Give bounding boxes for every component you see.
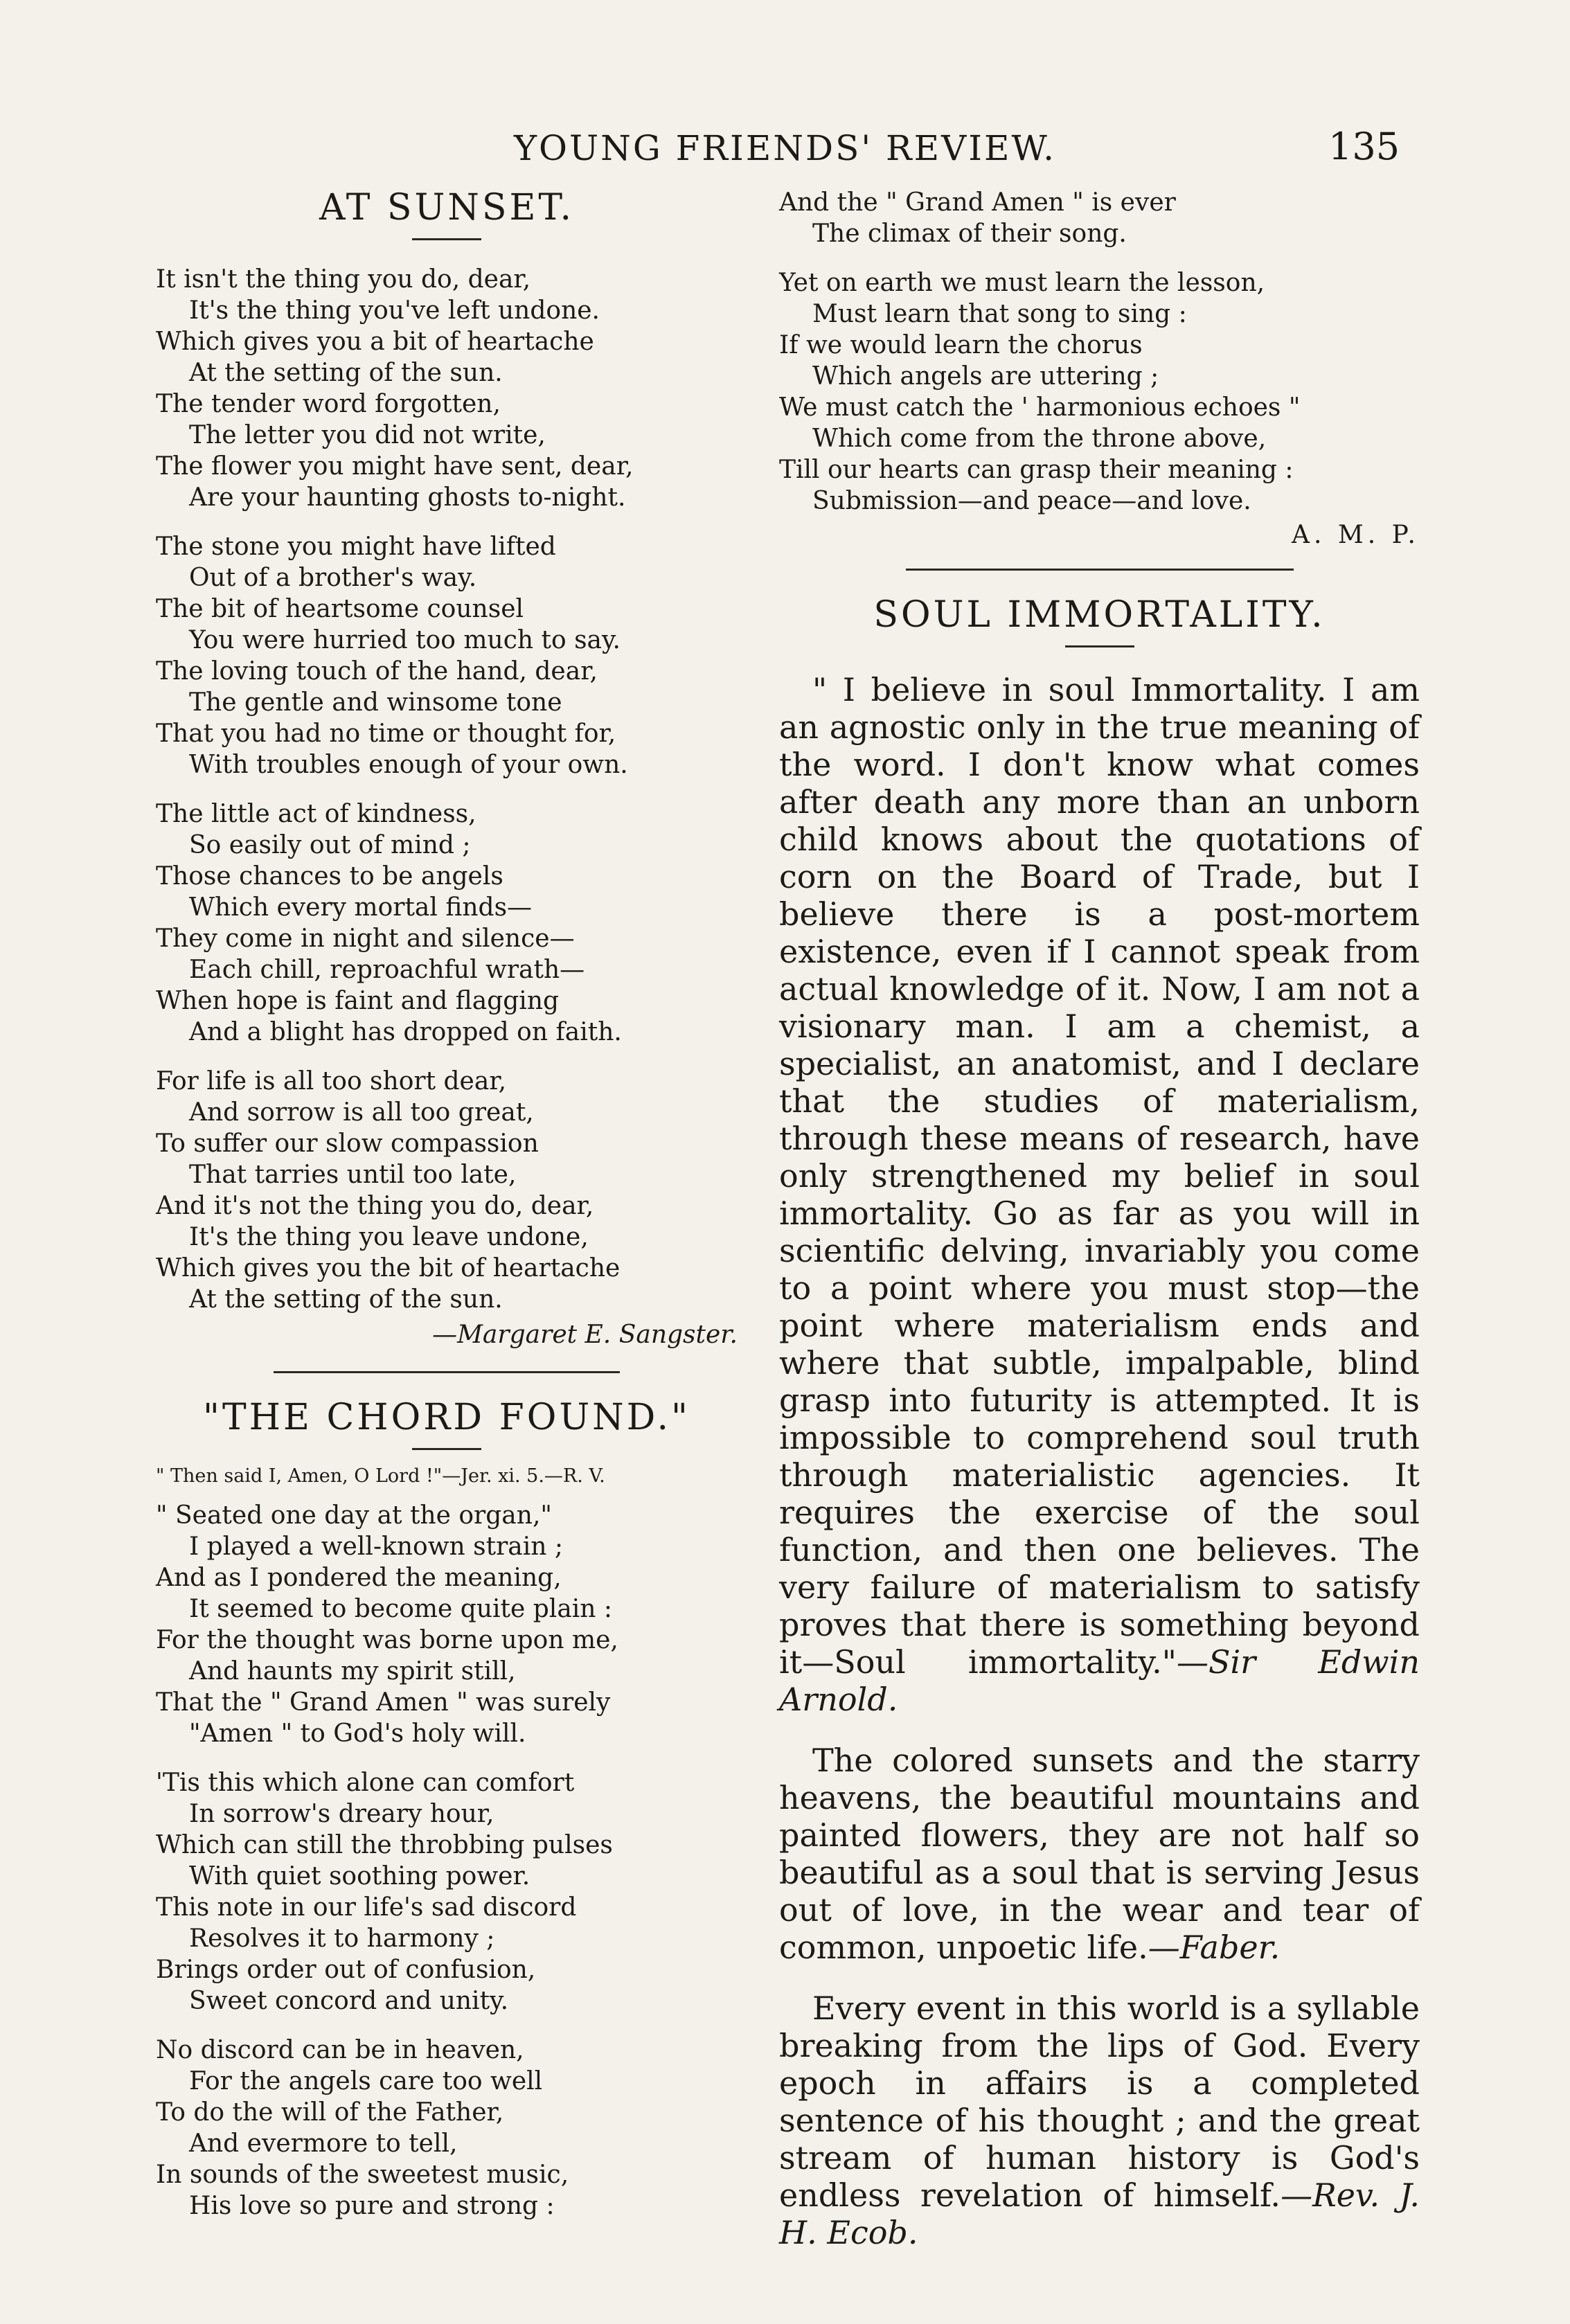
verse-line: Sweet concord and unity.	[189, 1987, 509, 2015]
verse-line: Which gives you a bit of heartache	[156, 328, 594, 356]
verse-line: To suffer our slow compassion	[156, 1129, 539, 1158]
stanza	[156, 264, 738, 513]
verse-line: At the setting of the sun.	[189, 359, 503, 387]
stanza	[156, 2035, 738, 2222]
running-head: YOUNG FRIENDS' REVIEW.	[513, 128, 1057, 168]
poem-title-chord-found: "THE CHORD FOUND."	[203, 1397, 690, 1438]
article-body	[779, 671, 1420, 1718]
verse-line: " Seated one day at the organ,"	[156, 1501, 552, 1530]
verse-line: You were hurried too much to say.	[189, 626, 621, 654]
poem-attribution: —Margaret E. Sangster.	[432, 1321, 738, 1349]
verse-line: In sorrow's dreary hour,	[189, 1800, 494, 1828]
verse-line: No discord can be in heaven,	[156, 2036, 524, 2064]
verse-line: Which come from the throne above,	[812, 424, 1267, 453]
stanza	[156, 1767, 738, 2017]
verse-line: Till our hearts can grasp their meaning :	[779, 456, 1294, 484]
verse-line: I played a well-known strain ;	[189, 1532, 564, 1561]
verse-line: In sounds of the sweetest music,	[156, 2161, 569, 2189]
verse-line: Resolves it to harmony ;	[189, 1924, 495, 1953]
right-column	[779, 187, 1420, 2275]
stanza	[779, 187, 1420, 249]
verse-line: And haunts my spirit still,	[189, 1657, 516, 1686]
verse-line: For the angels care too well	[189, 2067, 543, 2095]
verse-line: His love so pure and strong :	[189, 2192, 555, 2220]
verse-line: They come in night and silence—	[156, 924, 575, 953]
verse-line: And the " Grand Amen " is ever	[779, 188, 1176, 217]
verse-line: And a blight has dropped on faith.	[189, 1018, 622, 1046]
verse-line: This note in our life's sad discord	[156, 1893, 577, 1922]
article-title-soul-immortality: SOUL IMMORTALITY.	[873, 594, 1326, 636]
verse-line: At the setting of the sun.	[189, 1285, 503, 1314]
stanza	[156, 1066, 738, 1315]
section-rule	[906, 569, 1294, 571]
verse-line: With troubles enough of your own.	[189, 751, 628, 779]
left-column	[156, 187, 738, 2240]
verse-line: Each chill, reproachful wrath—	[189, 956, 585, 984]
poem-epigraph: " Then said I, Amen, O Lord !"—Jer. xi. 5.—R. V.	[156, 1465, 605, 1487]
poem-title-at-sunset: AT SUNSET.	[319, 187, 575, 229]
verse-line: That the " Grand Amen " was surely	[156, 1688, 611, 1717]
verse-line: And evermore to tell,	[189, 2129, 458, 2158]
quotation-ecob	[779, 1990, 1420, 2251]
quotation-text: Every event in this world is a syllable breaking from the lips of God. Every epoch in affairs is a completed sentence of his thought ; and the great stream of human history is God's endless revelation of himself.	[779, 1990, 1420, 2214]
verse-line: Which angels are uttering ;	[812, 362, 1159, 391]
verse-line: It isn't the thing you do, dear,	[156, 265, 531, 294]
verse-line: Which every mortal finds—	[189, 893, 533, 922]
verse-line: The bit of heartsome counsel	[156, 595, 524, 623]
verse-line: The climax of their song.	[812, 220, 1127, 248]
verse-line: Submission—and peace—and love.	[812, 487, 1251, 515]
verse-line: The gentle and winsome tone	[189, 688, 562, 717]
verse-line: We must catch the ' harmonious echoes "	[779, 393, 1301, 422]
verse-line: And sorrow is all too great,	[189, 1098, 534, 1127]
quotation-faber	[779, 1742, 1420, 1966]
verse-line: Those chances to be angels	[156, 862, 503, 891]
verse-line: The letter you did not write,	[189, 421, 546, 449]
verse-line: Which can still the throbbing pulses	[156, 1831, 613, 1859]
verse-line: The little act of kindness,	[156, 800, 476, 828]
stanza	[156, 798, 738, 1048]
poem-attribution: A. M. P.	[1291, 521, 1420, 549]
article-attribution: —Sir Edwin Arnold.	[779, 1643, 1420, 1718]
verse-line: And it's not the thing you do, dear,	[156, 1192, 594, 1220]
verse-line: It's the thing you've left undone.	[189, 296, 600, 325]
stanza	[156, 1500, 738, 1749]
verse-line: For the thought was borne upon me,	[156, 1626, 618, 1654]
verse-line: It seemed to become quite plain :	[189, 1595, 613, 1623]
verse-line: Out of a brother's way.	[189, 564, 477, 592]
verse-line: "Amen " to God's holy will.	[189, 1719, 526, 1748]
quotation-attribution: —Faber.	[1148, 1929, 1281, 1966]
stanza	[779, 267, 1420, 517]
verse-line: To do the will of the Father,	[156, 2098, 504, 2127]
verse-line: For life is all too short dear,	[156, 1067, 507, 1096]
verse-line: So easily out of mind ;	[189, 831, 471, 859]
verse-line: That you had no time or thought for,	[156, 719, 616, 748]
verse-line: The flower you might have sent, dear,	[156, 452, 634, 481]
verse-line: 'Tis this which alone can comfort	[156, 1769, 575, 1797]
verse-line: The stone you might have lifted	[156, 533, 556, 561]
page-number: 135	[1328, 125, 1400, 168]
verse-line: The loving touch of the hand, dear,	[156, 657, 598, 686]
verse-line: Are your haunting ghosts to-night.	[189, 483, 626, 512]
title-rule	[412, 238, 481, 240]
verse-line: And as I pondered the meaning,	[156, 1564, 562, 1592]
verse-line: With quiet soothing power.	[189, 1862, 530, 1891]
verse-line: Must learn that song to sing :	[812, 300, 1187, 328]
title-rule	[412, 1448, 481, 1450]
article-text: " I believe in soul Immortality. I am an agnostic only in the true meaning of the word. I don't know what comes after death any more than an unborn child knows about the quotations of corn on the Board of Trade, but I believe there is a post-mortem existence, even if I cannot speak from actual knowledge of it. Now, I am not a visionary man. I am a chemist, a specialist, an anatomist, and I declare that the studies of materialism, through these means of research, have only strengthened my belief in soul immortality. Go as far as you will in scientific delving, invariably you come to a point where you must stop—the point where materialism ends and where that subtle, impalpable, blind grasp into futurity is attempted. It is impossible to comprehend soul truth through materialistic agencies. It requires the exercise of the soul function, and then one believes. The very failure of materialism to satisfy proves that there is something beyond it—Soul immortality."	[779, 671, 1420, 1681]
verse-line: When hope is faint and flagging	[156, 987, 560, 1015]
verse-line: Which gives you the bit of heartache	[156, 1254, 621, 1282]
verse-line: That tarries until too late,	[189, 1161, 517, 1189]
quotation-text: The colored sunsets and the starry heavens, the beautiful mountains and painted flowers, they are not half so beautiful as a soul that is serving Jesus out of love, in the wear and tear of common, unpoetic life.	[779, 1742, 1420, 1966]
title-rule	[1065, 645, 1134, 647]
section-rule	[274, 1371, 620, 1373]
verse-line: Brings order out of confusion,	[156, 1956, 536, 1984]
quotation-attribution: —Rev. J. H. Ecob.	[779, 2176, 1420, 2251]
verse-line: The tender word forgotten,	[156, 390, 501, 418]
verse-line: Yet on earth we must learn the lesson,	[779, 269, 1265, 297]
verse-line: It's the thing you leave undone,	[189, 1223, 589, 1251]
stanza	[156, 531, 738, 780]
verse-line: If we would learn the chorus	[779, 331, 1143, 359]
